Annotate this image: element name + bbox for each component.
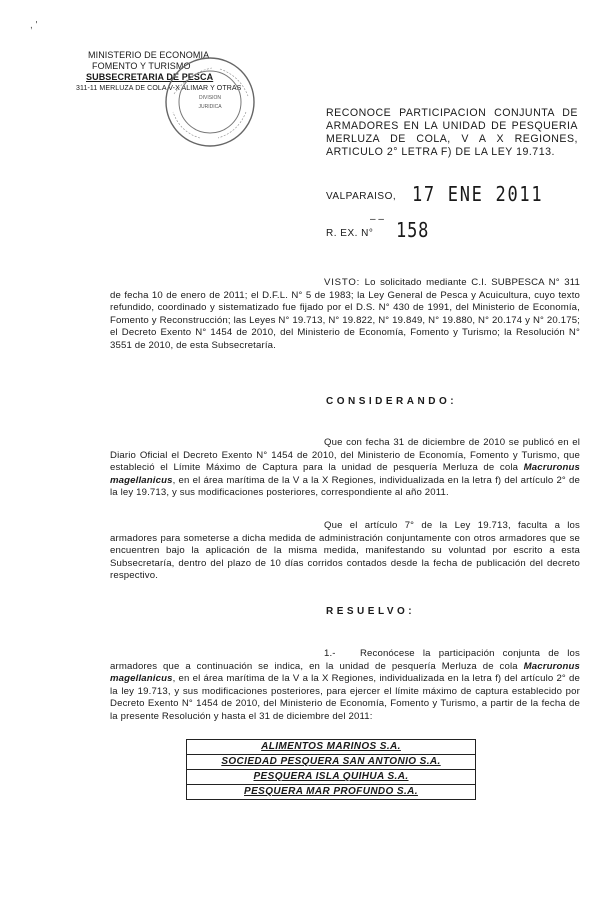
considerando-paragraph-1: [110, 437, 580, 500]
armador-name: PESQUERA MAR PROFUNDO S.A.: [244, 786, 418, 797]
armador-name: SOCIEDAD PESQUERA SAN ANTONIO S.A.: [221, 756, 441, 767]
table-row: [187, 740, 475, 755]
table-row: [187, 755, 475, 770]
margin-mark: , ': [30, 20, 38, 31]
division-juridica-seal-icon: [160, 52, 260, 152]
place: VALPARAISO,: [326, 191, 397, 202]
place-date: [326, 182, 586, 208]
considerando-p1-text: Que con fecha 31 de diciembre de 2010 se publicó en el Diario Oficial el Decreto Exento N° 1454 de 2010, del Ministerio de Economía, Fomento y Turismo, que estableció el Límite Máximo de Captura para la unidad de pesquería Merluza de cola: [110, 437, 580, 474]
resolution-title: RECONOCE PARTICIPACION CONJUNTA DE ARMADORES EN LA UNIDAD DE PESQUERIA MERLUZA DE COLA, V A X REGIONES, ARTICULO 2° LETRA F) DE LA LEY 19.713.: [326, 107, 578, 158]
resuelvo-paragraph-1: [110, 648, 580, 724]
considerando-p2-text: Que el artículo 7° de la Ley 19.713, faculta a los armadores para someterse a dicha medida de administración conjuntamente con otros armadores que se encuentren bajo la aplicación de la misma medida, manifestando su voluntad por escrito a esta Subsecretaría, dentro del plazo de 10 días corridos contados desde la fecha de publicación del decreto respectivo.: [110, 520, 580, 582]
resuelvo-p1-number: 1.-: [324, 648, 336, 659]
armador-name: PESQUERA ISLA QUIHUA S.A.: [253, 771, 409, 782]
considerando-paragraph-2: [110, 520, 580, 583]
resuelvo-p1-text: Reconócese la participación conjunta de los armadores que a continuación se indica, en la unidad de pesquería Merluza de cola: [110, 648, 580, 672]
visto-label: VISTO:: [324, 277, 361, 288]
armador-name: ALIMENTOS MARINOS S.A.: [261, 741, 401, 752]
visto-text: Lo solicitado mediante C.I. SUBPESCA N° 311 de fecha 10 de enero de 2011; el D.F.L. N° 5 de 1983; la Ley General de Pesca y Acuicultura, cuyo texto refundido, coordinado y sistematizado fue fijado por el D.S. N° 430 de 1991, del Ministerio de Economía, Fomento y Reconstrucción; las Leyes N° 19.713, N° 19.822, N° 19.849, N° 19.880, N° 20.174 y N° 20.175; el Decreto Exento N° 1454 de 2010, del Ministerio de Economía, Fomento y Turismo; la Resolución N° 3551 de 2010, de esta Subsecretaría.: [110, 277, 580, 351]
armadores-table: [186, 739, 476, 800]
resuelvo-p1-text-end: , en el área marítima de la V a la X Regiones, individualizada en la letra f) del artículo 2° de la ley 19.713, y sus modificaciones posteriores, para ejercer el límite máximo de captura establecido por Decreto Exento N° 1454 de 2010, del Ministerio de Economía, Fomento y Turismo, a partir de la fecha de la presente Resolución y hasta el 31 de diciembre del 2011:: [110, 673, 580, 722]
seal-center-line2: JURIDICA: [198, 104, 222, 110]
date-stamp: 17 ENE 2011: [412, 182, 544, 206]
header-ministry: MINISTERIO DE ECONOMIA: [88, 50, 210, 60]
resolution-number-dash: – –: [370, 214, 384, 225]
species-name: Macruronus magellanicus: [110, 660, 580, 685]
resolution-number-label: R. EX. N°: [326, 228, 374, 239]
visto-paragraph: [110, 277, 580, 353]
table-row: [187, 785, 475, 799]
species-name: Macruronus magellanicus: [110, 462, 580, 486]
resolution-number-block: [326, 214, 526, 242]
considerando-p1-text-end: , en el área marítima de la V a la X Regiones, individualizada en la letra f) del artículo 2° de la ley 19.713, y sus modificaciones posteriores, correspondiente al año 2011.: [110, 474, 580, 499]
header-reference: 311-11 MERLUZA DE COLA V-X ALIMAR Y OTRAS: [76, 85, 242, 92]
resuelvo-heading: RESUELVO:: [326, 606, 416, 617]
header-ministry-sub: FOMENTO Y TURISMO: [92, 61, 191, 71]
table-row: [187, 770, 475, 785]
resolution-number: 158: [396, 218, 430, 242]
considerando-heading: CONSIDERANDO:: [326, 396, 458, 407]
seal-center-line1: DIVISION: [199, 95, 221, 101]
header-subsecretaria: SUBSECRETARIA DE PESCA: [86, 72, 214, 82]
